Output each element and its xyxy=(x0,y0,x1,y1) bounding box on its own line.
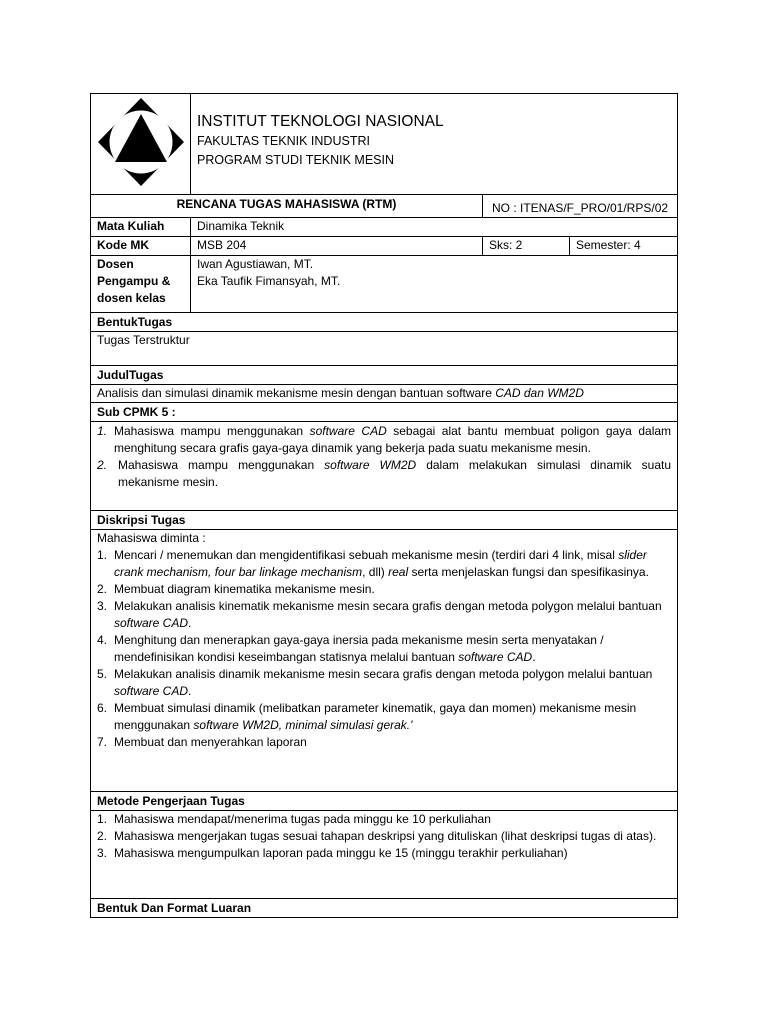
rtm-title: RENCANA TUGAS MAHASISWA (RTM) xyxy=(91,195,483,218)
list-item: 3. Mahasiswa mengumpulkan laporan pada minggu ke 15 (minggu terakhir perkuliahan) xyxy=(97,846,568,860)
bentuk-tugas-value: Tugas Terstruktur xyxy=(91,332,678,366)
metode-row xyxy=(91,811,678,899)
judul-tugas-row xyxy=(91,385,678,403)
luaran-header-row xyxy=(91,899,678,918)
dosen-name-2: Eka Taufik Fimansyah, MT. xyxy=(197,274,341,288)
list-item: 4. Menghitung dan menerapkan gaya-gaya inersia pada mekanisme mesin serta menyatakan / mendefinisikan kondisi keseimbangan statisnya melalui bantuan software CAD. xyxy=(97,633,604,664)
sub-cpmk-row xyxy=(91,422,678,511)
list-item: 3. Melakukan analisis kinematik mekanisme mesin secara grafis dengan metoda polygon melalui bantuan software CAD. xyxy=(97,599,662,630)
list-item: 2. Mahasiswa mengerjakan tugas sesuai tahapan deskripsi yang dituliskan (lihat deskripsi tugas di atas). xyxy=(97,829,657,843)
judul-tugas-header-row xyxy=(91,366,678,385)
program-name: PROGRAM STUDI TEKNIK MESIN xyxy=(197,153,395,167)
dosen-label-line-1: Dosen xyxy=(97,257,134,271)
list-item: 1. Mahasiswa mendapat/menerima tugas pada minggu ke 10 perkuliahan xyxy=(97,812,491,826)
semester-value: Semester: 4 xyxy=(570,237,678,256)
institution-name: INSTITUT TEKNOLOGI NASIONAL xyxy=(197,113,444,130)
logo-cell xyxy=(91,94,191,195)
sub-cpmk-header: Sub CPMK 5 : xyxy=(91,403,678,422)
list-item: 1. Mahasiswa mampu menggunakan software CAD sebagai alat bantu membuat poligon gaya dalam menghitung secara grafis gaya-gaya dinamik yang bekerja pada suatu mekanisme mesin. xyxy=(97,424,672,455)
kode-mk-row xyxy=(91,237,678,256)
metode-header: Metode Pengerjaan Tugas xyxy=(91,792,678,811)
bentuk-tugas-header-row xyxy=(91,313,678,332)
title-row xyxy=(91,195,678,218)
list-item: 2. Membuat diagram kinematika mekanisme mesin. xyxy=(97,582,375,596)
list-item: 2. Mahasiswa mampu menggunakan software WM2D dalam melakukan simulasi dinamik suatu mekanisme mesin. xyxy=(97,458,672,489)
deskripsi-row xyxy=(91,530,678,792)
institution-cell xyxy=(191,94,678,195)
judul-tugas-text: Analisis dan simulasi dinamik mekanisme mesin dengan bantuan software xyxy=(97,386,496,400)
sub-cpmk-header-row xyxy=(91,403,678,422)
sub-cpmk-content xyxy=(91,422,678,511)
sub-cpmk-list xyxy=(97,423,671,491)
deskripsi-header-row xyxy=(91,511,678,530)
metode-list xyxy=(97,811,671,862)
deskripsi-list xyxy=(97,547,671,751)
metode-header-row xyxy=(91,792,678,811)
judul-tugas-value xyxy=(91,385,678,403)
deskripsi-content xyxy=(91,530,678,792)
mata-kuliah-label: Mata Kuliah xyxy=(91,218,191,237)
mata-kuliah-row xyxy=(91,218,678,237)
luaran-header: Bentuk Dan Format Luaran xyxy=(91,899,678,918)
dosen-label xyxy=(91,256,191,313)
dosen-label-line-3: dosen kelas xyxy=(97,291,166,305)
faculty-name: FAKULTAS TEKNIK INDUSTRI xyxy=(197,134,370,148)
mata-kuliah-value: Dinamika Teknik xyxy=(191,218,678,237)
deskripsi-header: Diskripsi Tugas xyxy=(91,511,678,530)
dosen-name-1: Iwan Agustiawan, MT. xyxy=(197,257,314,271)
dosen-label-line-2: Pengampu & xyxy=(97,274,171,288)
deskripsi-intro: Mahasiswa diminta : xyxy=(97,531,206,545)
header-row xyxy=(91,94,678,195)
kode-mk-label: Kode MK xyxy=(91,237,191,256)
list-item: 1. Mencari / menemukan dan mengidentifikasi sebuah mekanisme mesin (terdiri dari 4 link, misal slider crank mechanism, four bar linkage mechanism, dll) real serta menjelaskan fungsi dan spesifikasinya. xyxy=(97,548,649,579)
list-item: 5. Melakukan analisis dinamik mekanisme mesin secara grafis dengan metoda polygon melalui bantuan software CAD. xyxy=(97,667,653,698)
document-number: NO : ITENAS/F_PRO/01/RPS/02 xyxy=(483,195,678,218)
metode-content xyxy=(91,811,678,899)
list-item: 6. Membuat simulasi dinamik (melibatkan parameter kinematik, gaya dan momen) mekanisme mesin menggunakan software WM2D, minimal simulasi gerak.' xyxy=(97,701,637,732)
rtm-document xyxy=(90,93,677,918)
rtm-table xyxy=(90,93,678,918)
list-item: 7. Membuat dan menyerahkan laporan xyxy=(97,735,307,749)
dosen-row xyxy=(91,256,678,313)
itenas-logo-icon xyxy=(95,95,187,189)
judul-tugas-italic: CAD dan WM2D xyxy=(495,386,584,400)
judul-tugas-header: JudulTugas xyxy=(91,366,678,385)
bentuk-tugas-row xyxy=(91,332,678,366)
kode-mk-value: MSB 204 xyxy=(191,237,483,256)
bentuk-tugas-header: BentukTugas xyxy=(91,313,678,332)
sks-value: Sks: 2 xyxy=(483,237,570,256)
dosen-value xyxy=(191,256,678,313)
